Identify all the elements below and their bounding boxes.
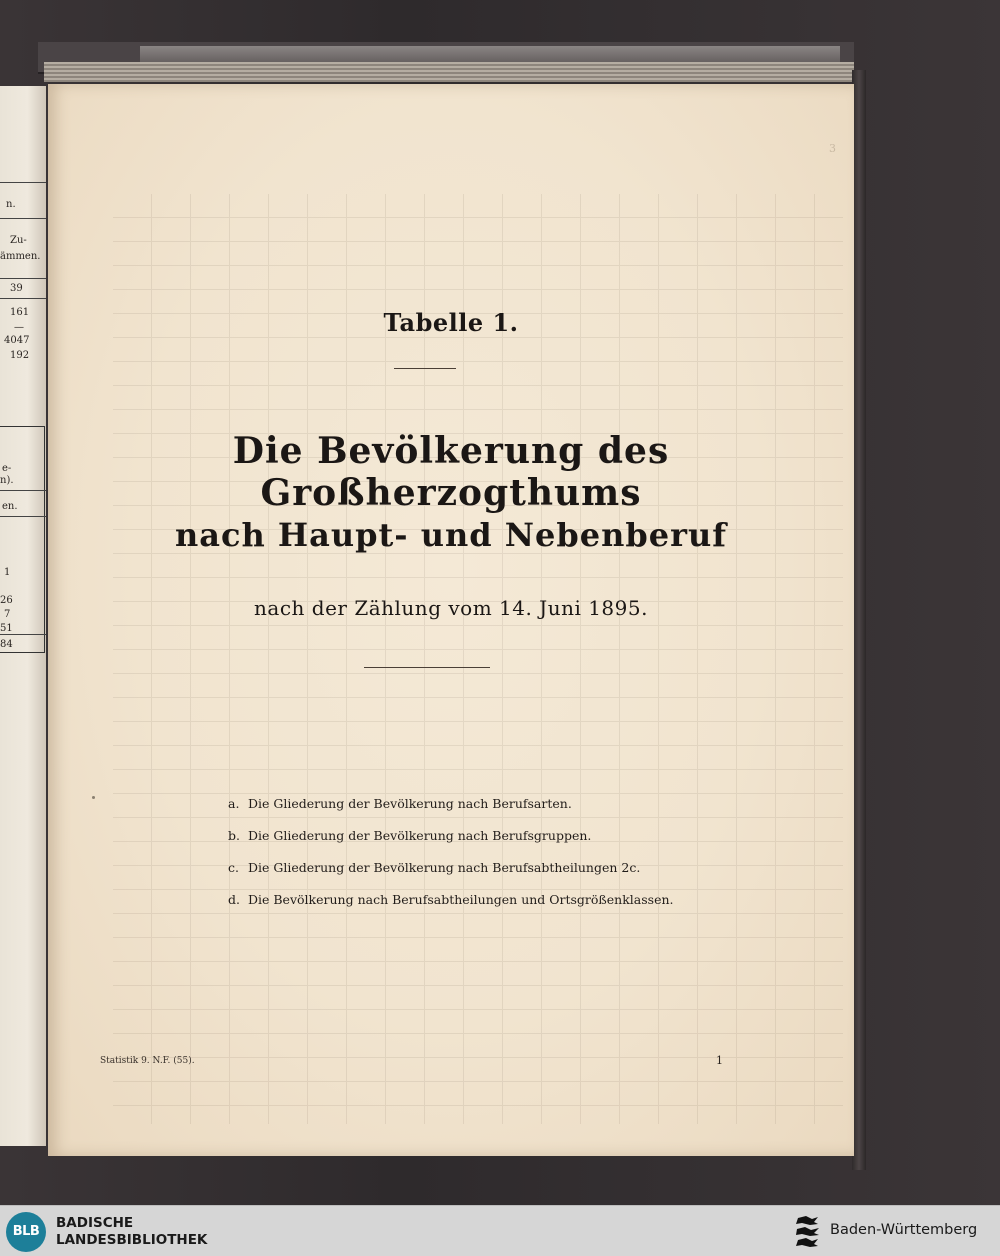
ornament-rule (364, 667, 490, 668)
left-page-fragment: n. (6, 199, 16, 210)
left-page-rule (0, 490, 46, 491)
baden-wuerttemberg-name[interactable]: Baden-Württemberg (830, 1222, 978, 1238)
contents-letter: c. (228, 860, 239, 875)
blb-name-line1: BADISCHE (56, 1215, 134, 1231)
left-page-fragment: ämmen. (0, 251, 41, 262)
page-stack-edge (44, 62, 854, 82)
left-page-fragment: Zu- (10, 235, 27, 246)
blb-name-line2: LANDESBIBLIOTHEK (56, 1232, 208, 1248)
left-page-fragment: n). (0, 475, 14, 486)
table-label: Tabelle 1. (383, 308, 519, 337)
left-page-fragment: 51 (0, 623, 13, 634)
left-facing-page (0, 86, 46, 1146)
contents-text: Die Gliederung der Bevölkerung nach Berufsarten. (247, 796, 572, 811)
left-page-fragment: 39 (10, 283, 23, 294)
left-page-rule (0, 634, 46, 635)
left-page-rule (0, 298, 46, 299)
footer-signature: Statistik 9. N.F. (55). (100, 1056, 195, 1066)
contents-letter: b. (228, 828, 240, 843)
left-page-fragment: 161 (10, 307, 30, 318)
left-page-rule (0, 218, 46, 219)
blb-name[interactable] (56, 1215, 207, 1249)
left-page-fragment: 84 (0, 639, 13, 650)
left-page-fragment: 4047 (4, 335, 30, 346)
title-page (48, 84, 854, 1156)
left-page-fragment: 26 (0, 595, 13, 606)
left-page-fragment: 192 (10, 350, 30, 361)
left-page-fragment: en. (2, 501, 18, 512)
left-page-fragment: 7 (4, 609, 11, 620)
contents-text: Die Bevölkerung nach Berufsabtheilungen und Ortsgrößenklassen. (247, 892, 674, 907)
page-title: Die Bevölkerung des Großherzogthums (232, 430, 670, 514)
contents-item (228, 828, 728, 860)
footer-bar (0, 1205, 1000, 1256)
page-subtitle: nach Haupt- und Nebenberuf (175, 516, 727, 554)
contents-text: Die Gliederung der Bevölkerung nach Berufsgruppen. (247, 828, 592, 843)
left-page-rule (0, 278, 46, 279)
contents-item (228, 892, 728, 924)
paper-speck (92, 796, 95, 799)
baden-wuerttemberg-lions-icon[interactable] (792, 1214, 824, 1250)
contents-letter: d. (228, 892, 240, 907)
contents-text: Die Gliederung der Bevölkerung nach Berufsabtheilungen 2c. (247, 860, 641, 875)
left-page-fragment: — (14, 322, 24, 333)
page-number: 1 (716, 1054, 723, 1067)
contents-letter: a. (228, 796, 240, 811)
left-page-fragment: 1 (4, 567, 11, 578)
left-page-rule (0, 516, 46, 517)
blb-logo[interactable]: BLB (6, 1212, 46, 1252)
corner-mark: 3 (829, 142, 836, 155)
contents-list (228, 796, 728, 924)
contents-item (228, 860, 728, 892)
census-date: nach der Zählung vom 14. Juni 1895. (254, 596, 648, 620)
left-page-rule (0, 182, 46, 183)
ornament-rule (394, 368, 456, 369)
contents-item (228, 796, 728, 828)
book-right-edge (852, 70, 866, 1170)
left-page-fragment: e- (2, 463, 12, 474)
